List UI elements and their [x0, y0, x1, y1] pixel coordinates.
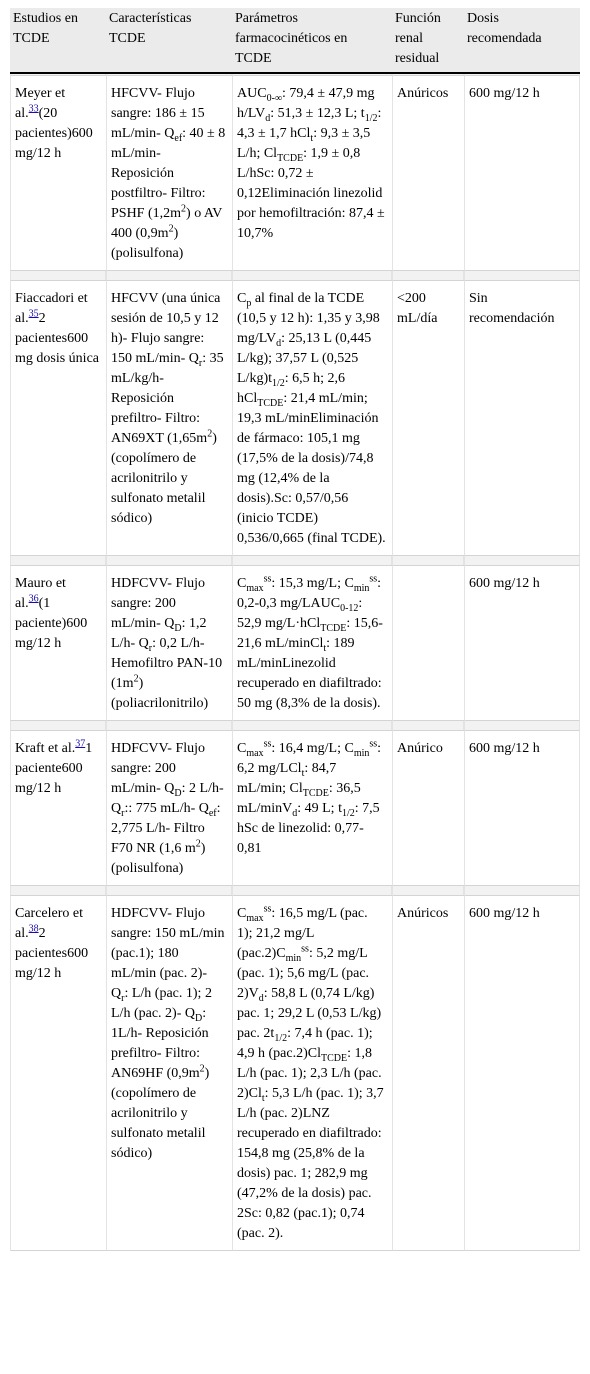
cell-text: : 49 L; t [297, 801, 342, 816]
subscript: r [121, 992, 125, 1004]
spacer-cell [106, 271, 232, 280]
subscript: ef [208, 807, 217, 819]
cell-text: : 0,2-0,3 mg/LAUC [237, 576, 382, 611]
subscript: TCDE [320, 1052, 348, 1064]
subscript: max [246, 582, 264, 594]
spacer-cell [232, 721, 392, 730]
cell-text: 2 pacientes600 mg dosis única [15, 311, 99, 366]
cell-recommended-dose: 600 mg/12 h [464, 895, 580, 1251]
spacer-cell [392, 271, 464, 280]
cell-tcde-characteristics [106, 75, 232, 271]
subscript: t [310, 132, 314, 144]
cell-renal-function [392, 565, 464, 721]
reference-link[interactable]: 35 [28, 308, 39, 320]
reference-superscript[interactable] [29, 103, 39, 114]
subscript: d [292, 807, 298, 819]
spacer-cell [392, 556, 464, 565]
subscript: 0-∞ [266, 92, 283, 104]
spacer-cell [10, 271, 106, 280]
cell-text: : 4,3 ± 1,7 hCl [237, 106, 382, 141]
subscript: ef [174, 132, 183, 144]
cell-text: (1 paciente)600 mg/12 h [15, 596, 88, 651]
spacer-cell [392, 886, 464, 895]
cell-text: : 7,5 hSc de linezolid: 0,77-0,81 [237, 801, 380, 856]
superscript: ss [369, 738, 378, 750]
cell-text: : 9,3 ± 3,5 L/h; Cl [237, 126, 371, 161]
cell-pk-parameters [232, 565, 392, 721]
superscript: 2 [133, 673, 139, 685]
table-row [10, 895, 580, 1251]
cell-text: : 21,4 mL/min; 19,3 mL/minEliminación de fármaco: 105,1 mg (17,5% de la dosis)/74,8 mg (12,4% de la dosis).Sc: 0,57/0,56 (inicio TCDE) 0,536/0,665 (final TCDE). [237, 391, 386, 546]
spacer-cell [464, 721, 580, 730]
cell-study [10, 895, 106, 1251]
cell-text: HDFCVV- Flujo sangre: 200 mL/min- Q [111, 576, 206, 631]
spacer-cell [392, 721, 464, 730]
table-row [10, 280, 580, 556]
spacer-cell [464, 556, 580, 565]
cell-text: : 52,9 mg/L·hCl [237, 596, 363, 631]
subscript: max [246, 912, 264, 924]
cell-text: ) (copolímero de acrilonitrilo y sulfonato metalil sódico) [111, 1066, 210, 1161]
subscript: t [261, 1092, 265, 1104]
subscript: TCDE [257, 397, 284, 409]
cell-text: HFCVV (una única sesión de 10,5 y 12 h)- Flujo sangre: 150 mL/min- Q [111, 291, 221, 366]
subscript: d [276, 337, 282, 349]
subscript: p [246, 297, 252, 309]
spacer-cell [106, 886, 232, 895]
subscript: D [174, 622, 182, 634]
subscript: r [121, 807, 125, 819]
header-recommended-dose: Dosis recomendada [464, 8, 580, 74]
subscript: TCDE [277, 152, 304, 164]
subscript: D [194, 1012, 203, 1024]
subscript: t [301, 767, 305, 779]
cell-text: ) (polisulfona) [111, 841, 206, 876]
cell-recommended-dose: 600 mg/12 h [464, 75, 580, 271]
cell-text: : 15,6-21,6 mL/minCl [237, 616, 383, 651]
reference-superscript[interactable] [75, 738, 85, 749]
reference-link[interactable]: 36 [28, 593, 39, 605]
cell-text: : 1,2 L/h- Q [111, 616, 207, 651]
subscript: 1/2 [341, 807, 355, 819]
cell-renal-function: Anúrico [392, 730, 464, 886]
cell-text: C [237, 741, 247, 756]
subscript: 1/2 [364, 112, 378, 124]
cell-text: AUC [237, 86, 267, 101]
spacer-cell [232, 556, 392, 565]
cell-text: :: 775 mL/h- Q [124, 801, 209, 816]
row-spacer [10, 886, 580, 895]
cell-text: : 15,3 mg/L; C [271, 576, 354, 591]
cell-text: : 5,2 mg/L (pac. 1); 5,6 mg/L (pac. 2)V [237, 946, 370, 1001]
cell-study [10, 75, 106, 271]
cell-text: : 40 ± 8 mL/min- Reposición postfiltro- Filtro: PSHF (1,2m [111, 126, 226, 221]
cell-text: Fiaccadori et al. [15, 291, 88, 326]
superscript: ss [369, 573, 378, 585]
cell-text: ) (poliacrilonitrilo) [111, 676, 209, 711]
cell-text: : 6,5 h; 2,6 hCl [237, 371, 346, 406]
reference-superscript[interactable] [29, 593, 39, 604]
subscript: min [285, 952, 302, 964]
cell-text: Kraft et al. [15, 741, 76, 756]
cell-text: al final de la TCDE (10,5 y 12 h): 1,35 y 3,98 mg/LV [237, 291, 380, 346]
cell-tcde-characteristics [106, 565, 232, 721]
subscript: min [353, 582, 370, 594]
superscript: 2 [181, 203, 187, 215]
reference-superscript[interactable] [29, 308, 39, 319]
row-spacer [10, 271, 580, 280]
superscript: ss [263, 738, 272, 750]
header-renal-function: Función renal residual [392, 8, 464, 74]
cell-study [10, 730, 106, 886]
table-row [10, 730, 580, 886]
subscript: max [246, 747, 264, 759]
cell-pk-parameters [232, 75, 392, 271]
spacer-cell [464, 886, 580, 895]
cell-study [10, 280, 106, 556]
cell-text: : 189 mL/minLinezolid recuperado en diafiltrado: 50 mg (8,3% de la dosis). [237, 636, 382, 711]
subscript: d [258, 992, 264, 1004]
cell-text: ) (copolímero de acrilonitrilo y sulfonato metalil sódico) [111, 431, 217, 526]
subscript: r [198, 357, 203, 369]
cell-renal-function: <200 mL/día [392, 280, 464, 556]
row-spacer [10, 721, 580, 730]
cell-text: C [237, 291, 247, 306]
cell-text: : 1,9 ± 0,8 L/hSc: 0,72 ± 0,12Eliminación linezolid por hemofiltración: 87,4 ± 10,7% [237, 146, 385, 241]
table-container [10, 8, 580, 1251]
cell-text: C [237, 576, 247, 591]
superscript: 2 [207, 428, 213, 440]
header-studies: Estudios en TCDE [10, 8, 106, 74]
subscript: TCDE [320, 622, 347, 634]
cell-text: : 51,3 ± 12,3 L; t [270, 106, 365, 121]
superscript: 2 [199, 1063, 205, 1075]
cell-text: : 2 L/h- Q [111, 781, 224, 816]
table-body [10, 74, 580, 1251]
row-spacer [10, 556, 580, 565]
subscript: min [353, 747, 370, 759]
cell-text: : 1,8 L/h (pac. 1); 2,3 L/h (pac. 2)Cl [237, 1046, 382, 1101]
cell-text: : 84,7 mL/min; Cl [237, 761, 337, 796]
subscript: d [265, 112, 271, 124]
cell-tcde-characteristics [106, 730, 232, 886]
spacer-cell [106, 556, 232, 565]
cell-text: : 2,775 L/h- Filtro F70 NR (1,6 m [111, 801, 221, 856]
table-row [10, 565, 580, 721]
table-row [10, 75, 580, 271]
cell-pk-parameters [232, 280, 392, 556]
cell-text: HDFCVV- Flujo sangre: 150 mL/min (pac.1); 180 mL/min (pac. 2)- Q [111, 906, 225, 1001]
spacer-cell [10, 556, 106, 565]
cell-text: HDFCVV- Flujo sangre: 200 mL/min- Q [111, 741, 206, 796]
spacer-cell [10, 721, 106, 730]
subscript: TCDE [302, 787, 329, 799]
subscript: r [148, 642, 153, 654]
cell-text: : 58,8 L (0,74 L/kg) pac. 1; 29,2 L (0,53 L/kg) pac. 2t [237, 986, 382, 1041]
superscript: ss [263, 573, 272, 585]
cell-text: Mauro et al. [15, 576, 66, 611]
cell-text: Meyer et al. [15, 86, 66, 121]
cell-text: ) (polisulfona) [111, 226, 184, 261]
spacer-cell [10, 886, 106, 895]
spacer-cell [232, 886, 392, 895]
subscript: D [174, 787, 182, 799]
cell-text: : 6,2 mg/LCl [237, 741, 382, 776]
pk-table [10, 8, 580, 1251]
subscript: t [323, 642, 327, 654]
spacer-cell [232, 271, 392, 280]
cell-text: ) o AV 400 (0,9m [111, 206, 223, 241]
cell-text: : 79,4 ± 47,9 mg h/LV [237, 86, 375, 121]
cell-text: 1 paciente600 mg/12 h [15, 741, 93, 796]
cell-text: HFCVV- Flujo sangre: 186 ± 15 mL/min- Q [111, 86, 205, 141]
cell-recommended-dose: Sin recomendación [464, 280, 580, 556]
superscript: ss [263, 903, 272, 915]
subscript: 0-12 [340, 602, 359, 614]
reference-link[interactable]: 38 [28, 923, 39, 935]
header-pk-parameters: Parámetros farmacocinéticos en TCDE [232, 8, 392, 74]
superscript: 2 [168, 223, 174, 235]
reference-superscript[interactable] [29, 923, 39, 934]
reference-link[interactable]: 37 [75, 738, 86, 750]
cell-text: 2 pacientes600 mg/12 h [15, 926, 89, 981]
header-row [10, 8, 580, 74]
cell-recommended-dose: 600 mg/12 h [464, 730, 580, 886]
cell-text: : 0,2 L/h- Hemofiltro PAN-10 (1m [111, 636, 223, 691]
cell-pk-parameters [232, 730, 392, 886]
cell-renal-function: Anúricos [392, 75, 464, 271]
cell-tcde-characteristics [106, 895, 232, 1251]
cell-text: (20 pacientes)600 mg/12 h [15, 106, 93, 161]
cell-study [10, 565, 106, 721]
cell-text: : 36,5 mL/minV [237, 781, 361, 816]
cell-text: : 35 mL/kg/h- Reposición prefiltro- Filtro: AN69XT (1,65m [111, 351, 224, 446]
reference-link[interactable]: 33 [28, 103, 39, 115]
cell-text: Carcelero et al. [15, 906, 84, 941]
cell-text: : 1L/h- Reposición prefiltro- Filtro: AN69HF (0,9m [111, 1006, 209, 1081]
spacer-cell [464, 271, 580, 280]
cell-text: : L/h (pac. 1); 2 L/h (pac. 2)- Q [111, 986, 212, 1021]
cell-recommended-dose: 600 mg/12 h [464, 565, 580, 721]
superscript: ss [301, 943, 309, 955]
cell-text: : 7,4 h (pac. 1); 4,9 h (pac.2)Cl [237, 1026, 373, 1061]
superscript: 2 [195, 838, 201, 850]
cell-text: : 25,13 L (0,445 L/kg); 37,57 L (0,525 L/kg)t [237, 331, 372, 386]
subscript: 1/2 [274, 1032, 288, 1044]
header-characteristics: Características TCDE [106, 8, 232, 74]
cell-text: : 16,5 mg/L (pac. 1); 21,2 mg/L (pac.2)C [237, 906, 368, 961]
cell-tcde-characteristics [106, 280, 232, 556]
cell-renal-function: Anúricos [392, 895, 464, 1251]
subscript: 1/2 [272, 377, 285, 389]
cell-text: C [237, 906, 247, 921]
cell-pk-parameters [232, 895, 392, 1251]
cell-text: : 5,3 L/h (pac. 1); 3,7 L/h (pac. 2)LNZ recuperado en diafiltrado: 154,8 mg (25,8% de la dosis) pac. 1; 282,9 mg (47,2% de la dosis) pac. 2Sc: 0,82 (pac.1); 0,74 (pac. 2). [237, 1086, 384, 1241]
spacer-cell [106, 721, 232, 730]
cell-text: : 16,4 mg/L; C [271, 741, 354, 756]
